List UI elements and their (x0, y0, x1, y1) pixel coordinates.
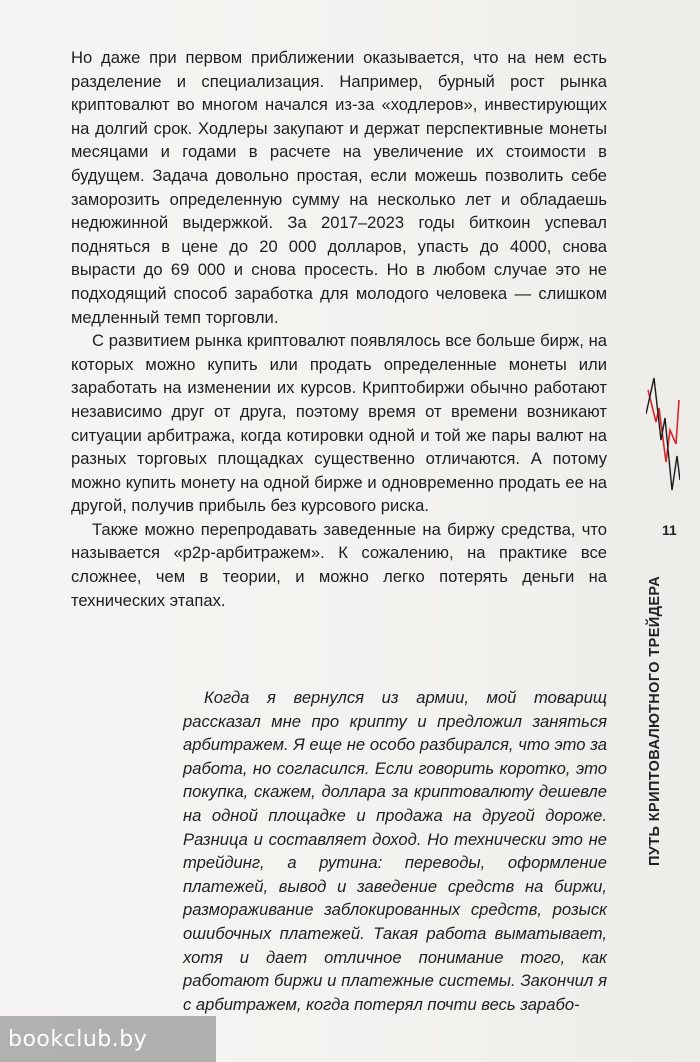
running-title (643, 556, 667, 866)
watermark-text: bookclub.by (8, 1026, 148, 1052)
paragraph-3: Также можно перепродавать заведенные на биржу средства, что называется «p2p-арбитражем». К сожалению, на практике все сложнее, чем в теории, и можно легко потерять деньги на технических этапах. (71, 519, 607, 610)
paragraph-1: Но даже при первом приближении оказывается, что на нем есть разделение и специализация. Например, бурный рост рынка криптовалют во многом начался из-за «ходлеров», инвестирующих на долгий срок. Ходлеры закупают и держат перспективные монеты месяцами и годами в расчете на увеличение их стоимости в будущем. Задача довольно простая, если можешь позволить себе заморозить определенную сумму на несколько лет и обладаешь недюжинной выдержкой. За 2017–2023 годы биткоин успевал подняться в цене до 20 000 долларов, упасть до 4000, снова вырасти до 69 000 и снова просесть. Но в любом случае это не подходящий способ заработка для молодого человека — слишком медленный темп торговли. (71, 48, 607, 327)
italic-quote (183, 686, 607, 1016)
watermark (0, 1016, 216, 1062)
zigzag-chart-icon (646, 370, 680, 492)
page-number: 11 (662, 522, 677, 538)
main-text (71, 46, 607, 612)
paragraph-2: С развитием рынка криптовалют появлялось все больше бирж, на которых можно купить или продать определенные монеты или заработать на изменении их курсов. Криптобиржи обычно работают независимо друг от друга, поэтому время от времени возникают ситуации арбитража, когда котировки одной и той же пары валют на разных торговых площадках существенно отличаются. А потому можно купить монету на одной бирже и одновременно продать ее на другой, получив прибыль без курсового риска. (71, 331, 607, 516)
quote-text: Когда я вернулся из армии, мой товарищ рассказал мне про крипту и предложил заняться арбитражем. Я еще не особо разбирался, что это за работа, но согласился. Если говорить коротко, это покупка, скажем, доллара за криптовалюту дешевле на одной площадке и продажа на другой дороже. Разница и составляет доход. Но технически это не трейдинг, а рутина: переводы, оформление платежей, вывод и заведение средств на биржи, размораживание заблокированных средств, розыск ошибочных платежей. Такая работа выматывает, хотя и дает отличное понимание того, как работают биржи и платежные системы. Закончил я с арбитражем, когда потерял почти весь зарабо- (183, 688, 607, 1014)
running-title-text: ПУТЬ КРИПТОВАЛЮТНОГО ТРЕЙДЕРА (647, 575, 663, 866)
